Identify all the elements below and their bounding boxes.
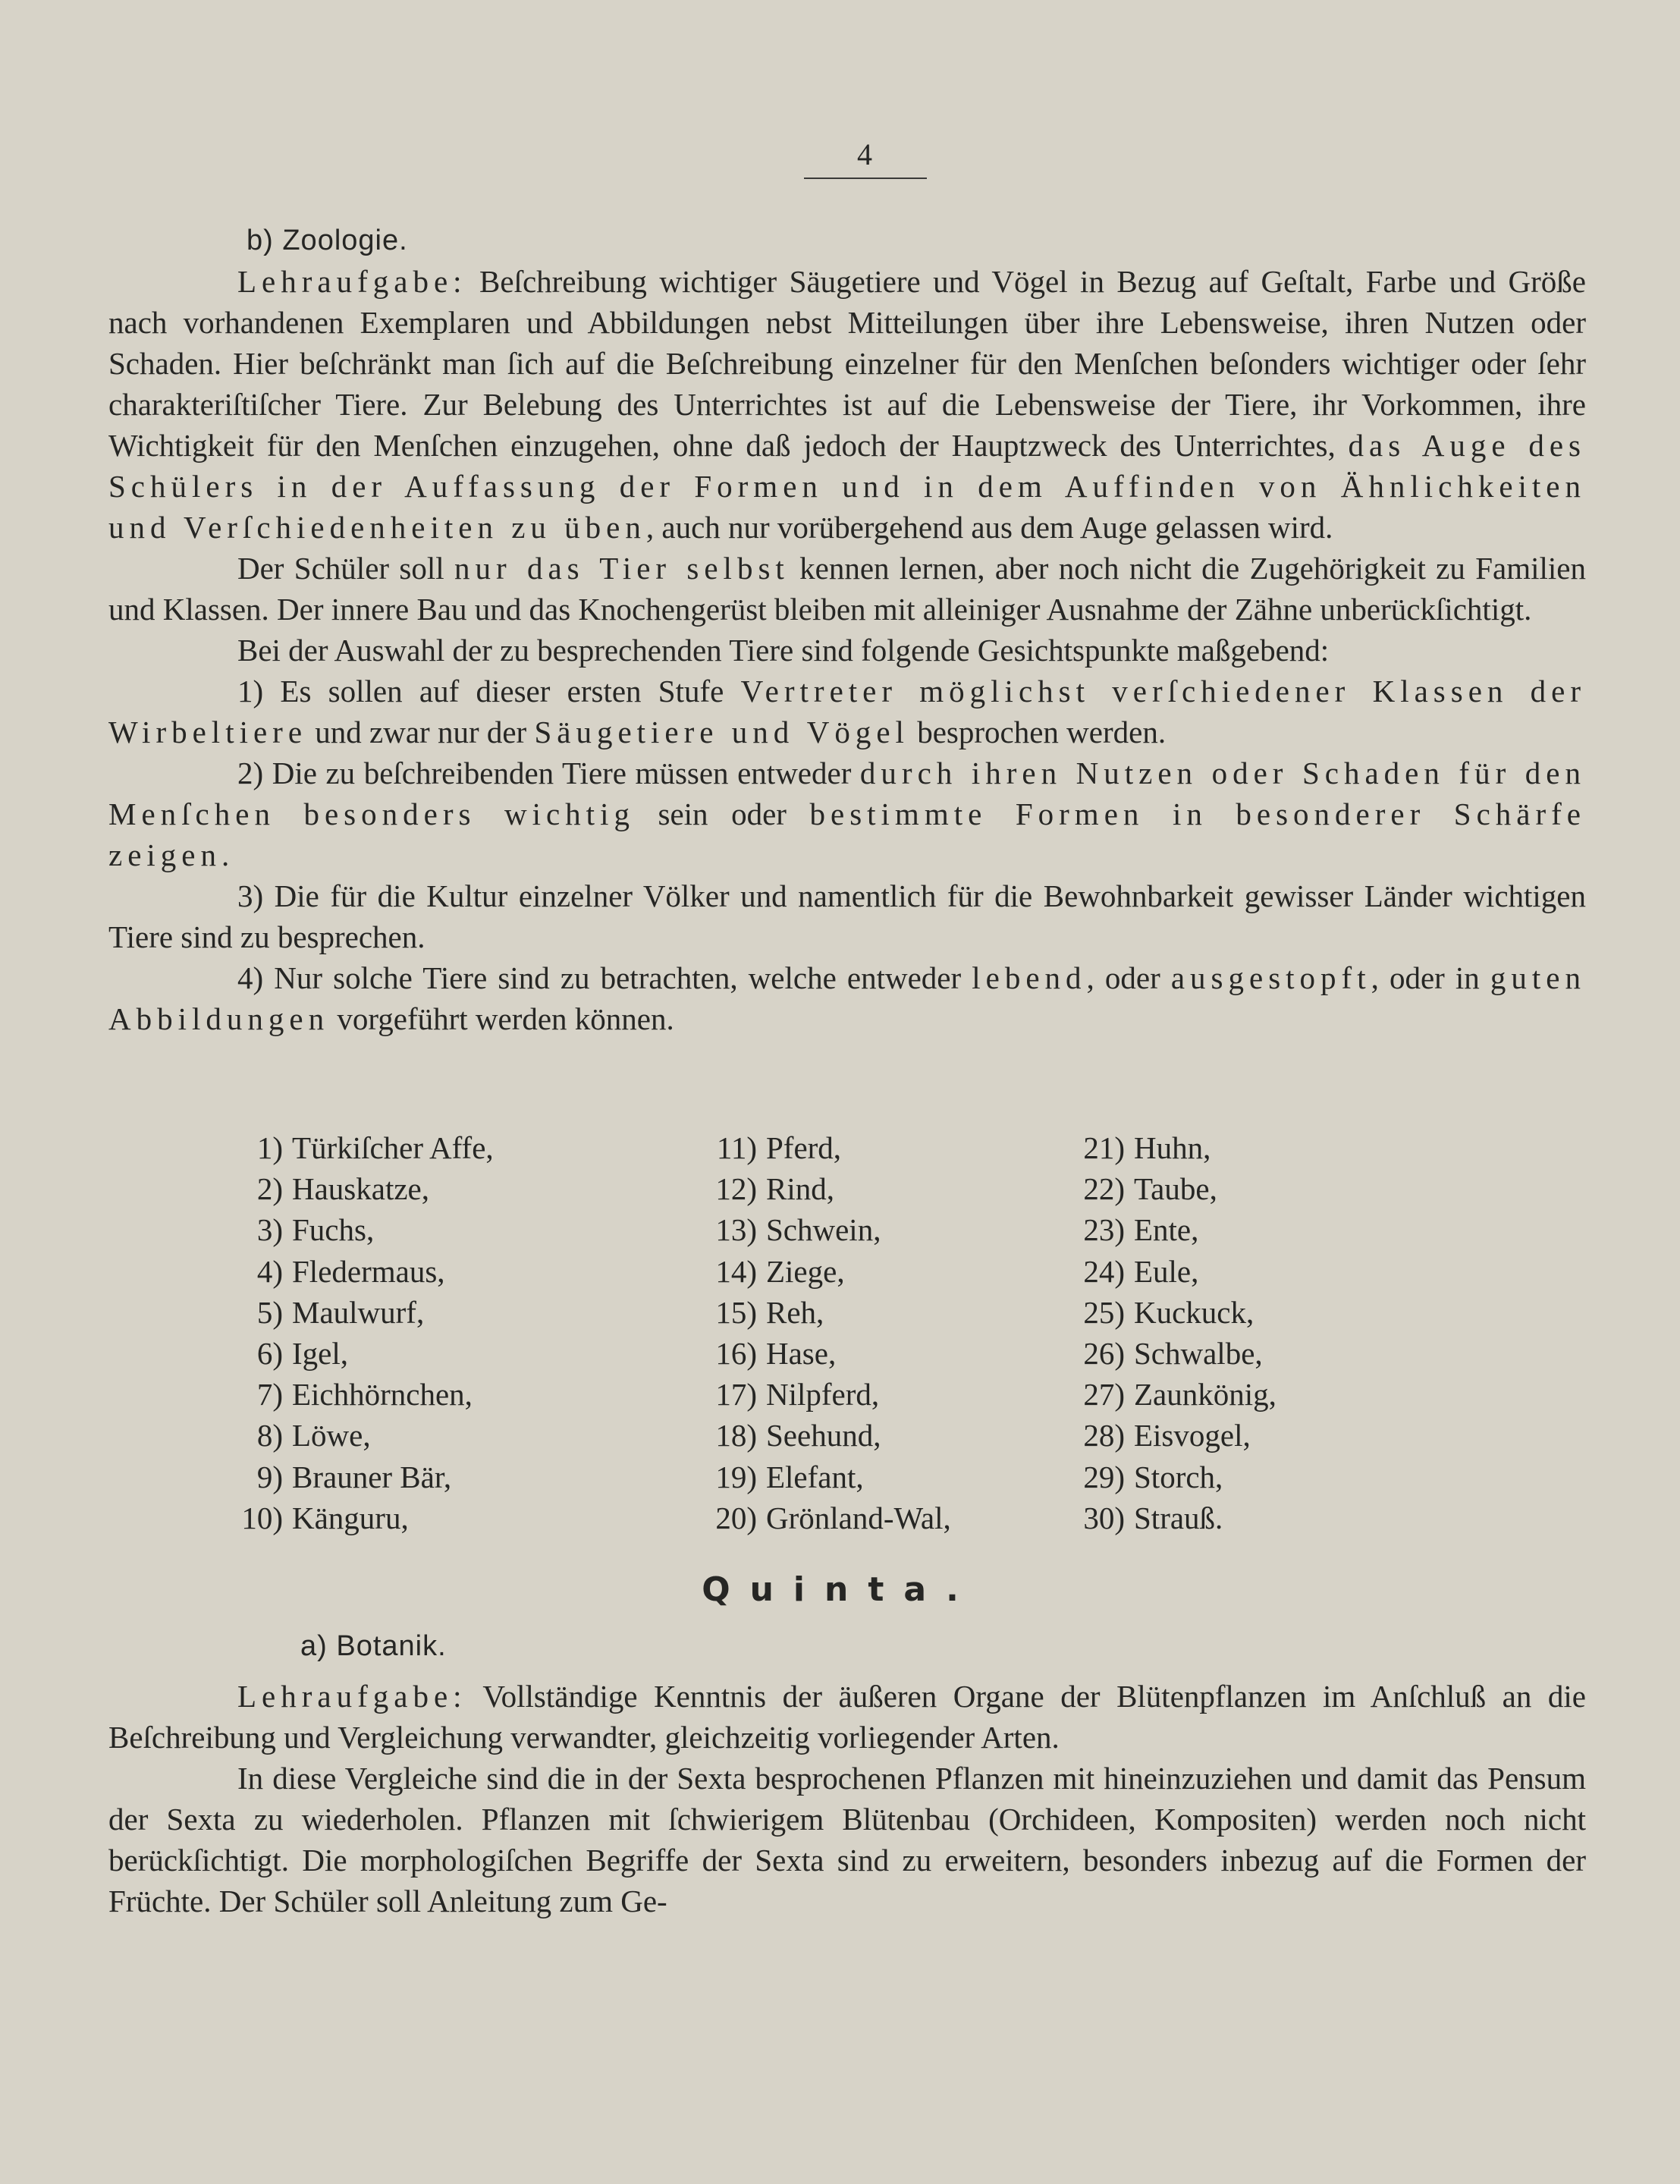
list-item: 30) Strauß. <box>1083 1500 1223 1535</box>
botanik-paragraph-1: Lehraufgabe: Vollständige Kenntnis der äußeren Organe der Blütenpflanzen im Anſchluß an die Beſchreibung und Vergleichung verwandter, gleichzeitig vorliegender Arten. <box>108 1679 1586 1755</box>
list-item: 29) Storch, <box>1083 1459 1223 1494</box>
zoologie-point-4: 4) Nur solche Tiere sind zu betrachten, welche entweder lebend, oder ausgestopft, oder in guten Abbildungen vorgeführt werden können. <box>108 960 1586 1036</box>
list-item: 13) Schwein, <box>715 1212 881 1248</box>
list-item: 26) Schwalbe, <box>1083 1336 1263 1372</box>
zoologie-point-1: 1) Es sollen auf dieser ersten Stufe Vertreter möglichst verſchiedener Klassen der Wirbeltiere und zwar nur der Säugetiere und Vögel besprochen werden. <box>108 674 1587 749</box>
zoologie-point-3: 3) Die für die Kultur einzelner Völker und namentlich für die Bewohnbarkeit gewisser Länder wichtigen Tiere sind zu besprechen. <box>108 878 1586 954</box>
list-item: 16) Hase, <box>715 1336 837 1372</box>
list-item: 1) Türkiſcher Affe, <box>256 1130 494 1165</box>
list-item: 6) Igel, <box>256 1336 348 1372</box>
list-item: 18) Seehund, <box>715 1418 881 1453</box>
list-item: 25) Kuckuck, <box>1083 1294 1255 1330</box>
list-item: 11) Pferd, <box>716 1130 842 1165</box>
list-item: 4) Fledermaus, <box>256 1253 445 1289</box>
list-item: 12) Rind, <box>715 1171 834 1207</box>
zoologie-heading: b) Zoologie. <box>247 225 408 256</box>
zoologie-paragraph-2: Der Schüler soll nur das Tier selbst kennen lernen, aber noch nicht die Zugehörigkeit zu Familien und Klassen. Der innere Bau und das Knochengerüst bleiben mit alleiniger Ausnahme der Zähne unberückſichtigt. <box>108 551 1586 627</box>
quinta-title: Quinta. <box>702 1570 978 1609</box>
list-item: 5) Maulwurf, <box>256 1294 425 1330</box>
list-item: 28) Eisvogel, <box>1083 1418 1251 1453</box>
quinta-section <box>108 1624 1586 1922</box>
zoologie-section <box>108 218 1586 1039</box>
list-item: 23) Ente, <box>1083 1212 1199 1248</box>
zoologie-paragraph-3: Bei der Auswahl der zu besprechenden Tiere sind folgende Gesichtspunkte maßgebend: <box>237 633 1330 668</box>
page-number-rule <box>804 178 927 179</box>
list-item: 24) Eule, <box>1083 1253 1199 1289</box>
botanik-heading: a) Botanik. <box>300 1630 447 1662</box>
list-item: 7) Eichhörnchen, <box>256 1377 473 1413</box>
list-item: 8) Löwe, <box>256 1418 371 1453</box>
animal-column-1 <box>222 1127 494 1538</box>
list-item: 3) Fuchs, <box>256 1212 375 1248</box>
list-item: 10) Känguru, <box>241 1500 409 1535</box>
list-item: 9) Brauner Bär, <box>256 1459 452 1494</box>
list-item: 19) Elefant, <box>715 1459 864 1494</box>
lehraufgabe-label: Lehraufgabe: <box>237 1679 467 1714</box>
list-item: 17) Nilpferd, <box>715 1377 880 1413</box>
animal-column-2 <box>681 1127 951 1538</box>
lehraufgabe-label: Lehraufgabe: <box>237 264 467 299</box>
zoologie-paragraph-1: Lehraufgabe: Beſchreibung wichtiger Säugetiere und Vögel in Bezug auf Geſtalt, Farbe und Größe nach vorhandenen Exemplaren und Abbildungen nebst Mitteilungen über ihre Lebensweise, ihren Nutzen oder Schaden. Hier beſchränkt man ſich auf die Beſchreibung einzelner für den Menſchen beſonders wichtiger oder ſehr charakteriſtiſcher Tiere. Zur Belebung des Unterrichtes ist auf die Lebensweise der Tiere, ihr Vorkommen, ihre Wichtigkeit für den Menſchen einzugehen, ohne daß jedoch der Hauptzweck des Unterrichtes, das Auge des Schülers in der Auffassung der Formen und in dem Auffinden von Ähnlichkeiten und Verſchiedenheiten zu üben, auch nur vorübergehend aus dem Auge gelassen wird. <box>108 264 1586 545</box>
animal-column-3 <box>1049 1127 1276 1538</box>
list-item: 20) Grönland-Wal, <box>715 1500 951 1535</box>
botanik-paragraph-2: In diese Vergleiche sind die in der Sexta besprochenen Pflanzen mit hineinzuziehen und damit das Pensum der Sexta zu wiederholen. Pflanzen mit ſchwierigem Blütenbau (Orchideen, Kompositen) werden noch nicht berückſichtigt. Die morphologiſchen Begriffe der Sexta sind zu erweitern, besonders inbezug auf die Formen der Früchte. Der Schüler soll Anleitung zum Ge- <box>108 1761 1586 1918</box>
list-item: 21) Huhn, <box>1083 1130 1211 1165</box>
list-item: 27) Zaunkönig, <box>1083 1377 1276 1413</box>
list-item: 22) Taube, <box>1083 1171 1217 1207</box>
list-item: 14) Ziege, <box>715 1253 845 1289</box>
list-item: 2) Hauskatze, <box>256 1171 429 1207</box>
zoologie-point-2: 2) Die zu beſchreibenden Tiere müssen entweder durch ihren Nutzen oder Schaden für den Menſchen besonders wichtig sein oder bestimmte Formen in besonderer Schärfe zeigen. <box>108 756 1586 872</box>
page-number: 4 <box>857 137 872 171</box>
list-item: 15) Reh, <box>715 1294 824 1330</box>
